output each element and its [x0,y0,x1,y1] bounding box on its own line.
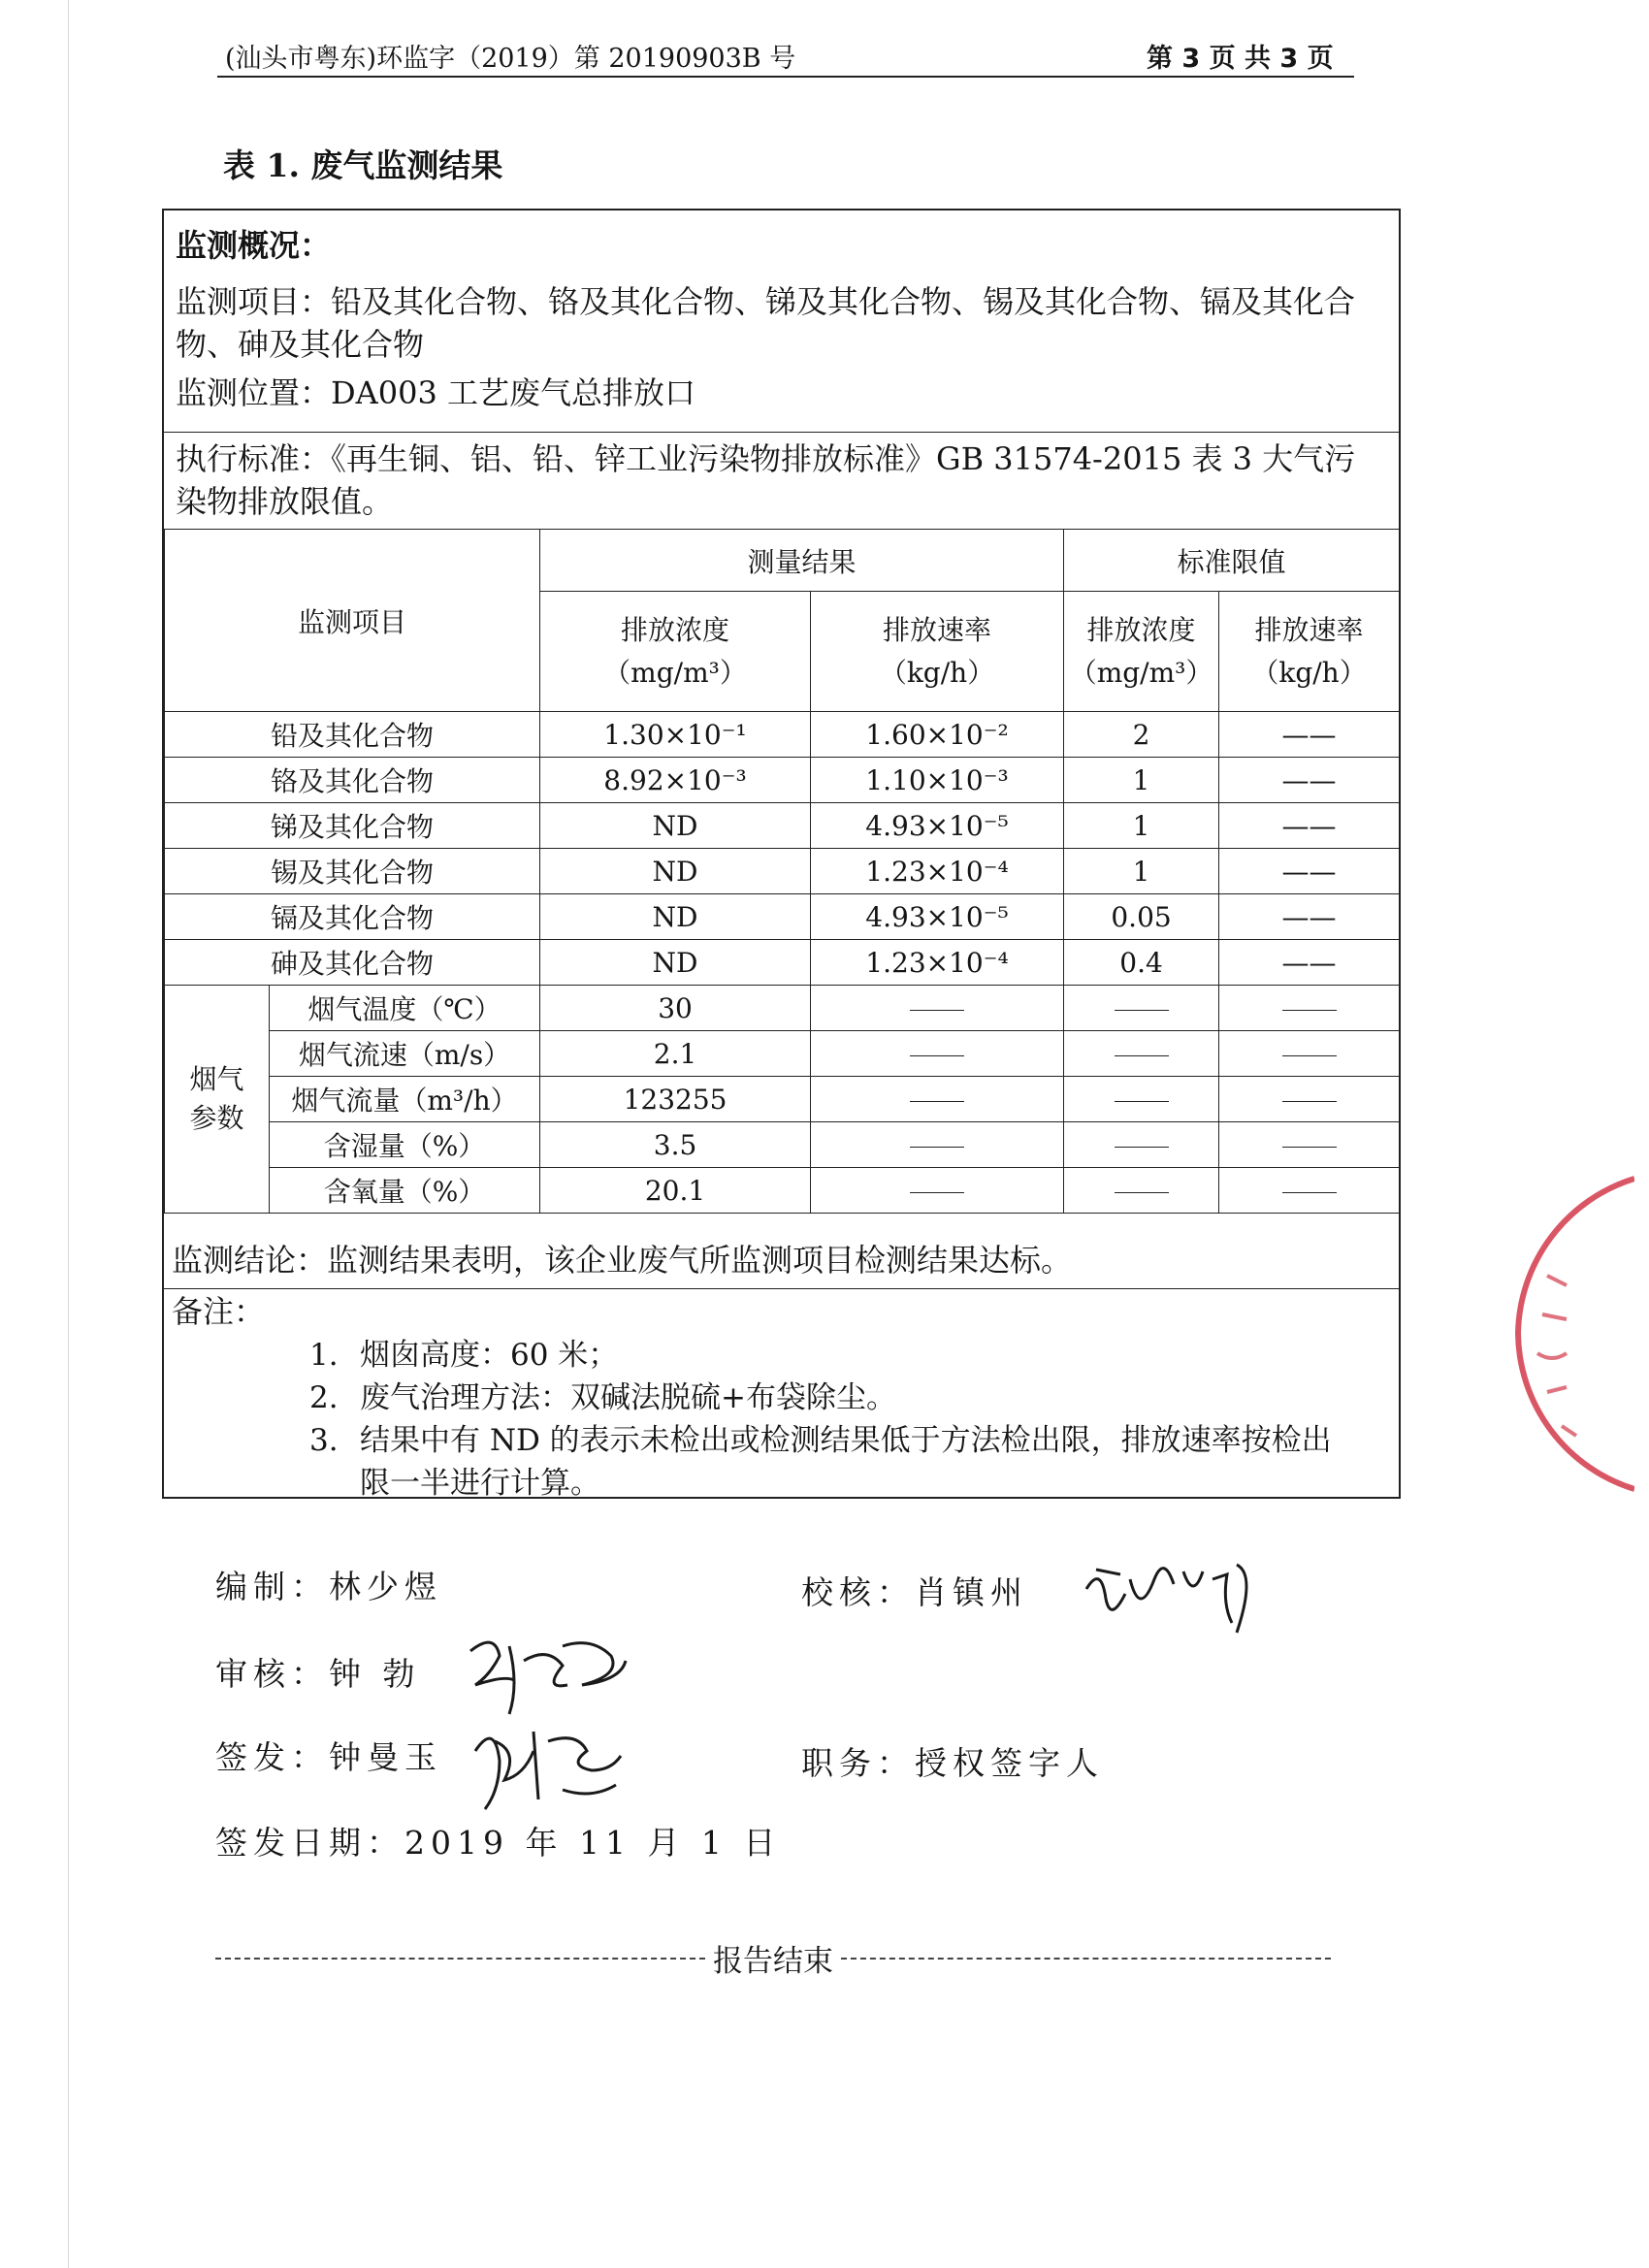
dash-placeholder [910,1192,964,1193]
standard-line2: 染物排放限值。 [176,483,394,520]
measured-rate: 4.93×10⁻⁵ [811,803,1064,849]
flue-param-value: 3.5 [540,1122,811,1168]
measured-rate: 1.10×10⁻³ [811,758,1064,803]
limit-conc: 1 [1064,803,1219,849]
scan-edge [68,0,69,2268]
checker-signature [1077,1550,1261,1637]
pollutant-name: 铬及其化合物 [165,758,540,803]
results-table [164,529,1400,1214]
col-group-measured: 测量结果 [540,530,1064,592]
remark-text: 废气治理方法：双碱法脱硫+布袋除尘。 [360,1380,896,1415]
limit-rate: —— [1219,712,1400,758]
remark-text: 烟囱高度：60 米； [360,1338,619,1373]
col-group-limit: 标准限值 [1064,530,1400,592]
compiled-by: 编制：林少煜 [215,1568,442,1605]
dash-placeholder [1115,1010,1169,1011]
table-row [165,986,1400,1031]
monitoring-conclusion: 监测结论：监测结果表明，该企业废气所监测项目检测结果达标。 [172,1242,1073,1279]
remark-num: 3. [309,1423,339,1458]
monitoring-items-line2: 物、砷及其化合物 [176,326,425,363]
flue-param-name: 烟气流量（m³/h） [270,1077,540,1122]
measured-conc: ND [540,849,811,894]
limit-rate: —— [1219,894,1400,940]
remarks-heading: 备注： [172,1293,266,1330]
official-seal [1508,1169,1634,1499]
limit-conc: 1 [1064,758,1219,803]
table-row [165,1168,1400,1214]
col-header-item: 监测项目 [165,530,540,712]
issuer-signature [466,1712,640,1819]
remark-num: 1. [309,1338,339,1373]
remark-text: 结果中有 ND 的表示未检出或检测结果低于方法检出限，排放速率按检出 [360,1423,1332,1458]
dashed-rule-left [215,1958,705,1960]
measured-rate: 1.23×10⁻⁴ [811,940,1064,986]
limit-conc: 0.05 [1064,894,1219,940]
col-header-measured-rate: 排放速率 （kg/h） [811,592,1064,712]
table-row [165,1031,1400,1077]
dash-placeholder [1282,1101,1337,1102]
table-row [165,940,1400,986]
issued-by: 签发：钟曼玉 [215,1738,442,1776]
limit-rate: —— [1219,849,1400,894]
report-end-label: 报告结束 [713,1944,833,1979]
limit-rate: —— [1219,758,1400,803]
divider [164,1288,1399,1289]
table-row [165,1122,1400,1168]
signatory-position: 职务：授权签字人 [801,1744,1104,1782]
pollutant-name: 锡及其化合物 [165,849,540,894]
header-divider [217,76,1354,78]
dash-placeholder [910,1055,964,1056]
monitoring-location: 监测位置：DA003 工艺废气总排放口 [176,374,696,411]
measured-conc: 1.30×10⁻¹ [540,712,811,758]
flue-param-value: 20.1 [540,1168,811,1214]
document-number: (汕头市粤东)环监字（2019）第 20190903B 号 [225,44,796,74]
table-row [165,712,1400,758]
dash-placeholder [1282,1010,1337,1011]
dash-placeholder [1282,1147,1337,1148]
limit-rate: —— [1219,940,1400,986]
col-header-measured-conc: 排放浓度 （mg/m³） [540,592,811,712]
dash-placeholder [1115,1192,1169,1193]
flue-param-name: 烟气流速（m/s） [270,1031,540,1077]
table-row [165,803,1400,849]
remark-num: 2. [309,1380,339,1415]
limit-conc: 1 [1064,849,1219,894]
monitoring-items-line1: 监测项目：铅及其化合物、铬及其化合物、锑及其化合物、锡及其化合物、镉及其化合 [176,283,1356,320]
flue-param-value: 30 [540,986,811,1031]
dash-placeholder [1115,1101,1169,1102]
dash-placeholder [1115,1147,1169,1148]
dashed-rule-right [841,1958,1331,1960]
col-header-limit-conc: 排放浓度 （mg/m³） [1064,592,1219,712]
report-end-marker [215,1936,1331,1980]
limit-conc: 0.4 [1064,940,1219,986]
checked-by: 校核：肖镇州 [801,1573,1028,1611]
dash-placeholder [910,1101,964,1102]
dash-placeholder [910,1147,964,1148]
pollutant-name: 铅及其化合物 [165,712,540,758]
results-box [162,209,1401,1499]
pollutant-name: 锑及其化合物 [165,803,540,849]
flue-param-name: 含湿量（%） [270,1122,540,1168]
dash-placeholder [1282,1192,1337,1193]
measured-rate: 1.60×10⁻² [811,712,1064,758]
dash-placeholder [1115,1055,1169,1056]
standard-line1: 执行标准：《再生铜、铝、铅、锌工业污染物排放标准》GB 31574-2015 表 3 大气污 [176,440,1356,477]
overview-heading: 监测概况： [176,227,332,264]
table-row [165,894,1400,940]
measured-conc: ND [540,894,811,940]
limit-conc: 2 [1064,712,1219,758]
page-indicator: 第 3 页 共 3 页 [1147,44,1334,74]
table-row [165,1077,1400,1122]
dash-placeholder [910,1010,964,1011]
measured-conc: ND [540,803,811,849]
col-header-limit-rate: 排放速率 （kg/h） [1219,592,1400,712]
flue-param-name: 烟气温度（℃） [270,986,540,1031]
issue-date: 签发日期：2019 年 11 月 1 日 [215,1824,782,1862]
reviewed-by: 审核：钟 勃 [215,1655,421,1693]
dash-placeholder [1282,1055,1337,1056]
table-title: 表 1. 废气监测结果 [223,146,503,184]
table-row [165,849,1400,894]
pollutant-name: 砷及其化合物 [165,940,540,986]
table-row [165,758,1400,803]
measured-conc: ND [540,940,811,986]
flue-param-value: 2.1 [540,1031,811,1077]
flue-param-value: 123255 [540,1077,811,1122]
measured-conc: 8.92×10⁻³ [540,758,811,803]
measured-rate: 4.93×10⁻⁵ [811,894,1064,940]
flue-param-name: 含氧量（%） [270,1168,540,1214]
divider [164,432,1399,433]
limit-rate: —— [1219,803,1400,849]
measured-rate: 1.23×10⁻⁴ [811,849,1064,894]
flue-params-group: 烟气 参数 [165,986,270,1214]
pollutant-name: 镉及其化合物 [165,894,540,940]
remark-text: 限一半进行计算。 [360,1466,600,1501]
